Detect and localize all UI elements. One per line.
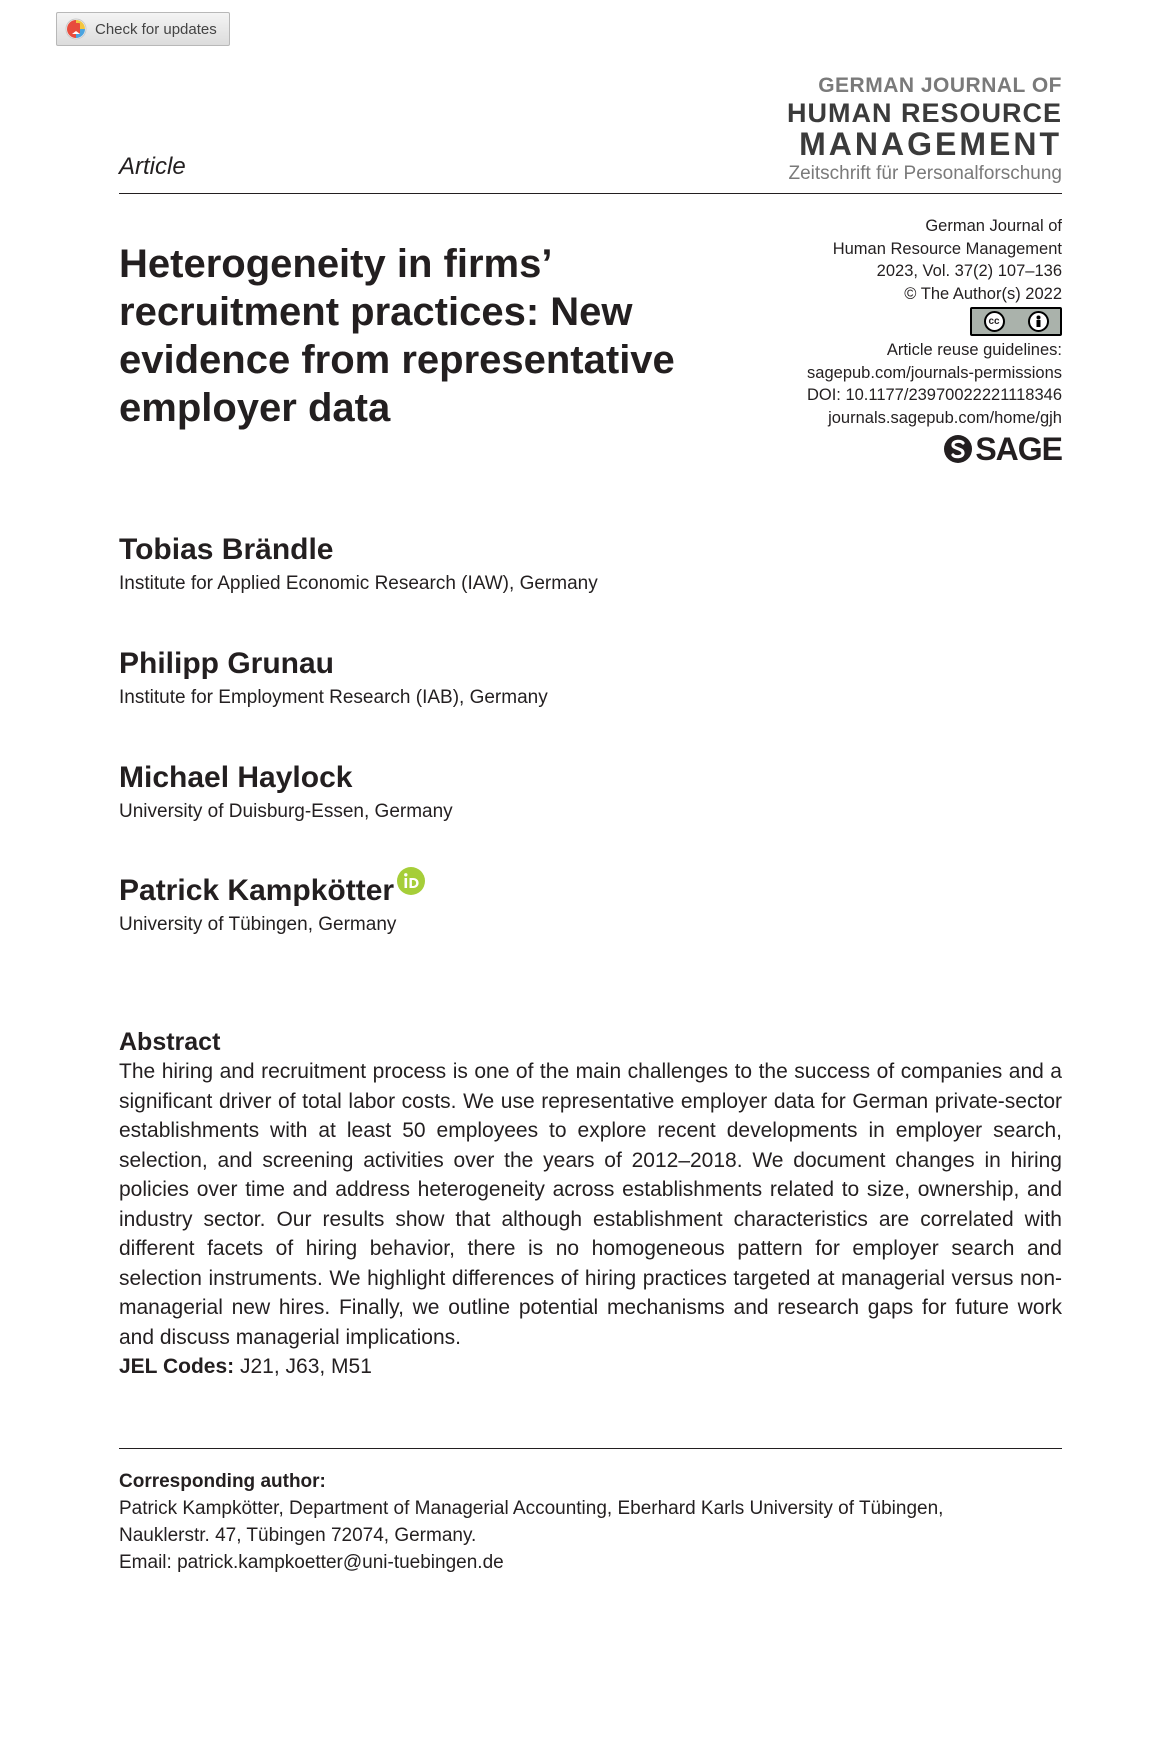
jel-codes <box>119 1352 1062 1382</box>
author-name-row <box>119 874 426 908</box>
corresponding-author-line2: Nauklerstr. 47, Tübingen 72074, Germany. <box>119 1525 477 1546</box>
abstract-text: The hiring and recruitment process is one of the main challenges to the success of companies and a significant driver of total labor costs. We use representative employer data for German private-sector establishments with at least 50 employees to explore recent developments in employer search, selection, and screening activities over the years of 2012–2018. We document changes in hiring policies over time and address heterogeneity across establishments related to size, ownership, and industry sector. Our results show that although establishment characteristics are correlated with different facets of hiring behavior, there is no homogeneous pattern for employer search and selection instruments. We highlight differences of hiring practices targeted at managerial versus non-managerial new hires. Finally, we outline potential mechanisms and research gaps for future work and discuss managerial implications. <box>119 1060 1062 1349</box>
meta-volume: 2023, Vol. 37(2) 107–136 <box>876 262 1062 280</box>
corresponding-author <box>119 1468 1062 1576</box>
meta-reuse-link[interactable]: sagepub.com/journals-permissions <box>807 363 1062 382</box>
cc-by-icon[interactable] <box>970 307 1062 336</box>
author-block <box>119 874 426 937</box>
sage-s-icon <box>943 434 973 464</box>
article-type-label: Article <box>119 153 186 180</box>
corresponding-author-label: Corresponding author: <box>119 1471 326 1492</box>
check-for-updates-button[interactable] <box>56 12 230 46</box>
jel-codes-label: JEL Codes: <box>119 1355 235 1378</box>
orcid-icon[interactable] <box>396 866 426 896</box>
journal-logo-line2: HUMAN RESOURCE <box>786 98 1062 128</box>
publication-meta <box>807 215 1062 471</box>
cc-symbol-icon: cc <box>984 311 1005 332</box>
check-updates-label: Check for updates <box>95 20 217 38</box>
meta-journal-line1: German Journal of <box>925 217 1062 235</box>
jel-codes-values: J21, J63, M51 <box>240 1355 372 1378</box>
meta-copyright: © The Author(s) 2022 <box>904 284 1062 303</box>
author-block <box>119 761 453 824</box>
author-name: Philipp Grunau <box>119 647 334 680</box>
meta-journal-link[interactable]: journals.sagepub.com/home/gjh <box>828 408 1062 427</box>
author-block <box>119 533 598 596</box>
sage-logo <box>943 433 1062 465</box>
check-updates-icon <box>65 18 87 40</box>
author-affiliation: University of Duisburg-Essen, Germany <box>119 801 453 822</box>
author-affiliation: University of Tübingen, Germany <box>119 914 397 935</box>
abstract-heading: Abstract <box>119 1028 221 1056</box>
meta-journal-line2: Human Resource Management <box>832 239 1062 258</box>
author-affiliation: Institute for Employment Research (IAB), Germany <box>119 687 548 708</box>
sage-logo-text: SAGE <box>975 431 1062 467</box>
corresponding-author-line1: Patrick Kampkötter, Department of Managerial Accounting, Eberhard Karls University of Tübingen, <box>119 1498 944 1519</box>
article-title: Heterogeneity in firms’ recruitment practices: New evidence from representative employer data <box>119 242 675 430</box>
author-name: Tobias Brändle <box>119 533 334 566</box>
author-affiliation: Institute for Applied Economic Research (IAW), Germany <box>119 573 598 594</box>
attribution-symbol-icon <box>1028 311 1049 332</box>
journal-logo-line1: GERMAN JOURNAL OF <box>818 74 1062 97</box>
header-divider <box>119 193 1062 194</box>
journal-logo-line3: MANAGEMENT <box>799 126 1062 162</box>
footnote-divider <box>119 1448 1062 1449</box>
abstract-section <box>119 1027 1062 1382</box>
journal-logo-subtitle: Zeitschrift für Personalforschung <box>788 163 1062 184</box>
meta-doi[interactable]: DOI: 10.1177/23970022221118346 <box>806 386 1062 404</box>
corresponding-author-email[interactable]: Email: patrick.kampkoetter@uni-tuebingen.de <box>119 1552 504 1573</box>
meta-reuse-label: Article reuse guidelines: <box>886 341 1062 359</box>
author-name: Patrick Kampkötter <box>119 874 395 907</box>
author-block <box>119 647 548 710</box>
author-name: Michael Haylock <box>119 761 353 794</box>
journal-logo <box>787 74 1062 187</box>
